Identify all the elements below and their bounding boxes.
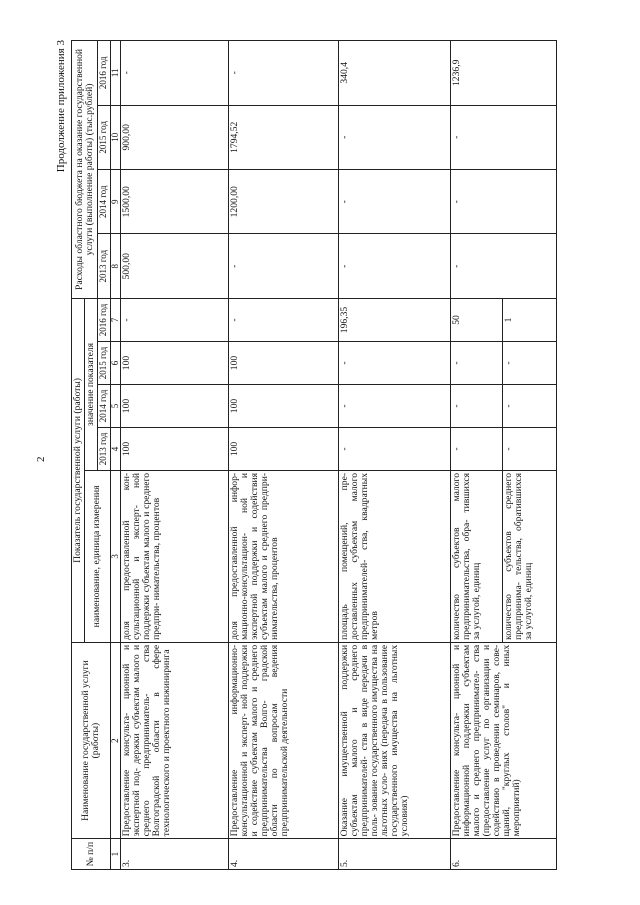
indicator-name: доля предоставленной инфор- мационно-консультацион- ной и экспертной поддержки и содействия субъектам малого и среднего предпри- нимательства, процентов	[229, 470, 339, 642]
column-number: 9	[110, 170, 120, 234]
indicator-value: -	[451, 342, 503, 385]
expense-value: -	[229, 234, 339, 298]
indicator-value: -	[339, 427, 451, 470]
indicator-value: -	[229, 298, 339, 341]
expense-value: 1794,52	[229, 105, 339, 169]
indicator-value: 100	[229, 385, 339, 428]
expense-value: 1236,9	[451, 41, 557, 106]
services-table	[71, 40, 557, 870]
indicator-value: 100	[229, 427, 339, 470]
header-indicator-group: Показатель государственной услуги (работы)	[72, 298, 85, 642]
header-year: 2015 год	[98, 105, 110, 169]
expense-value: -	[339, 234, 451, 298]
header-year: 2016 год	[98, 41, 110, 106]
indicator-value: 100	[121, 427, 229, 470]
indicator-name: доля предоставленной кон- сультационной и эксперт- ной поддержки субъектам малого и среднего предпри- нимательства, процентов	[121, 470, 229, 642]
expense-value: -	[451, 234, 557, 298]
header-num: № п/п	[72, 839, 111, 870]
indicator-value: 1	[503, 298, 557, 341]
table-row	[229, 41, 339, 870]
row-number: 4.	[229, 839, 339, 870]
row-number: 3.	[121, 839, 229, 870]
indicator-value: -	[121, 298, 229, 341]
table-row	[339, 41, 451, 870]
header-year: 2016 год	[98, 298, 110, 341]
indicator-value: -	[451, 427, 503, 470]
column-number: 8	[110, 234, 120, 298]
indicator-value: 50	[451, 298, 503, 341]
table-row	[121, 41, 229, 870]
continuation-title: Продолжение приложения 3	[55, 40, 67, 173]
expense-value: 500,00	[121, 234, 229, 298]
column-number: 11	[110, 41, 120, 106]
column-number: 2	[110, 642, 120, 838]
header-expenses-group: Расходы областного бюджета на оказание государственной услуги (выполнение работы) (тыс.рублей)	[72, 41, 98, 299]
header-indicator-name: наименование, единица измерения	[85, 470, 111, 642]
expense-value: 900,00	[121, 105, 229, 169]
indicator-value: 196,35	[339, 298, 451, 341]
row-number: 6.	[451, 839, 557, 870]
header-year: 2015 год	[98, 342, 110, 385]
indicator-value: 100	[121, 342, 229, 385]
indicator-value: -	[503, 342, 557, 385]
header-year: 2014 год	[98, 385, 110, 428]
column-number-row	[110, 41, 120, 870]
expense-value: -	[339, 170, 451, 234]
header-year: 2013 год	[98, 234, 110, 298]
table-row	[451, 41, 503, 870]
indicator-name: количество субъектов малого предпринимательства, обра- тившихся за услугой, единиц	[451, 470, 503, 642]
indicator-value: -	[503, 427, 557, 470]
expense-value: -	[121, 41, 229, 106]
header-row-1	[72, 41, 85, 870]
service-name: Оказание имущественной поддержки субъектам малого и среднего предпринимателей- ства в виде передачи в поль- зование государственного имущества на льготных усло- виях (передача в пользование государственного имущества на льготных условиях)	[339, 642, 451, 838]
expense-value: 1500,00	[121, 170, 229, 234]
header-year: 2013 год	[98, 427, 110, 470]
indicator-value: 100	[121, 385, 229, 428]
expense-value: 1200,00	[229, 170, 339, 234]
service-name: Предоставление консульта- ционной и экспертной под- держки субъектам малого и среднего предприниматель- ства Волгоградской области в сфере технологического и проектного инжиниринга	[121, 642, 229, 838]
expense-value: -	[229, 41, 339, 106]
expense-value: -	[451, 105, 557, 169]
indicator-value: -	[339, 385, 451, 428]
page-number-area	[34, 0, 46, 905]
column-number: 10	[110, 105, 120, 169]
column-number: 6	[110, 342, 120, 385]
page-number: 2	[35, 456, 47, 462]
header-indicator-value: значение показателя	[85, 298, 98, 470]
expense-value: 340,4	[339, 41, 451, 106]
indicator-value: -	[503, 385, 557, 428]
column-number: 4	[110, 427, 120, 470]
indicator-value: 100	[229, 342, 339, 385]
indicator-name: количество субъектов среднего предпринима- тельства, обратившихся за услугой, единиц	[503, 470, 557, 642]
indicator-value: -	[339, 342, 451, 385]
indicator-value: -	[451, 385, 503, 428]
column-number: 1	[110, 839, 120, 870]
rotated-content	[35, 40, 585, 870]
service-name: Предоставление информационно- консультационной и эксперт- ной поддержки и содействие субъектам малого и среднего предпринимательства Волго- градской области по вопросам ведения предпринимательской деятельности	[229, 642, 339, 838]
column-number: 3	[110, 470, 120, 642]
column-number: 5	[110, 385, 120, 428]
header-service-name: Наименование государственной услуги (работы)	[72, 642, 111, 838]
row-number: 5.	[339, 839, 451, 870]
expense-value: -	[451, 170, 557, 234]
header-year: 2014 год	[98, 170, 110, 234]
column-number: 7	[110, 298, 120, 341]
expense-value: -	[339, 105, 451, 169]
service-name: Предоставление консульта- ционной и информационной поддержки субъектам малого и среднего предпринимател- ства (предоставление услуг по организации и содействию в проведении семинаров, сове- щаний, "круглых столов" и иных мероприятий)	[451, 642, 557, 838]
indicator-name: площадь помещений, пре- доставленных субъектам малого предпринимателей- ства, квадратных метров	[339, 470, 451, 642]
